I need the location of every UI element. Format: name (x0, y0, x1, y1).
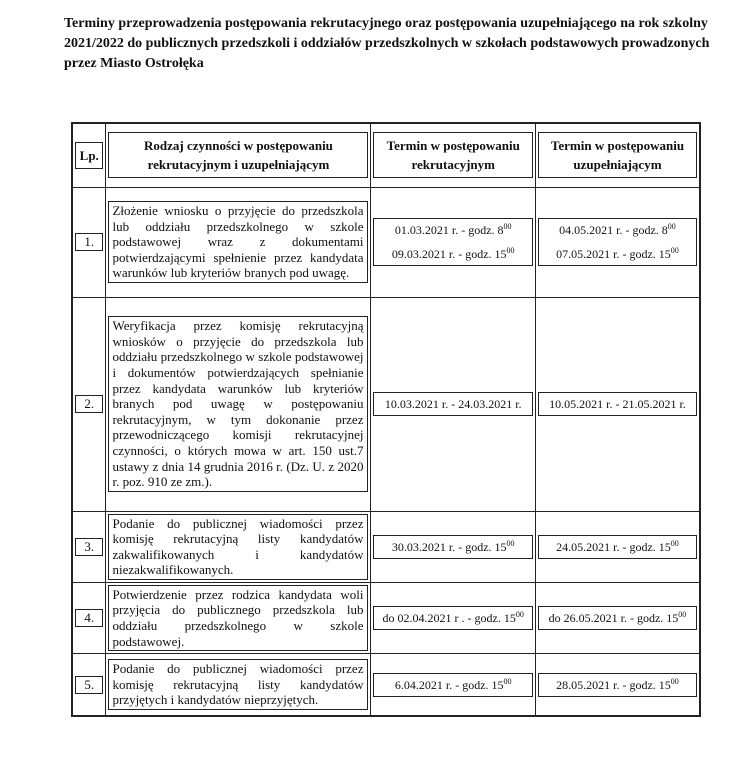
term-line (374, 393, 531, 415)
term-text: do 26.05.2021 r. - godz. 15 (548, 611, 679, 626)
header-activity (106, 123, 371, 187)
term-line (539, 607, 696, 629)
document-title: Terminy przeprowadzenia postępowania rekrutacyjnego oraz postępowania uzupełniającego na rok szkolny 2021/2022 do publicznych przedszkoli i oddziałów przedszkolnych w szkołach podstawowych prowadzonych przez Miasto Ostrołęka (64, 16, 710, 71)
recruitment-term (373, 218, 532, 266)
table-row (72, 297, 700, 511)
table-header-row (72, 123, 700, 187)
supplementary-term-cell (535, 297, 700, 511)
term-line (539, 674, 696, 696)
term-text: 09.03.2021 r. - godz. 15 (391, 247, 507, 261)
table-row (72, 582, 700, 653)
recruitment-term-cell (371, 187, 535, 297)
header-lp-label: Lp. (75, 142, 103, 169)
term-minutes: 00 (678, 610, 687, 620)
row-number: 5. (75, 676, 103, 694)
recruitment-term (373, 535, 532, 559)
term-line (374, 674, 531, 696)
activity-cell (106, 654, 371, 716)
supplementary-term (538, 218, 697, 266)
term-minutes: 00 (503, 676, 512, 686)
activity-text: Złożenie wniosku o przyjęcie do przedszkola lub oddziału przedszkolnego w szkole podstawowej wraz z dokumentami potwierdzającymi spełnienie przez kandydata warunków lub kryteriów branych pod uwagę. (108, 201, 368, 283)
recruitment-term (373, 606, 532, 630)
term-text: do 02.04.2021 r . - godz. 15 (382, 611, 516, 626)
term-minutes: 00 (515, 610, 524, 620)
activity-cell (106, 511, 371, 582)
table-row (72, 654, 700, 716)
term-text: 30.03.2021 r. - godz. 15 (391, 539, 507, 554)
supplementary-term-cell (535, 187, 700, 297)
supplementary-term (538, 606, 697, 630)
schedule-table (71, 122, 701, 717)
term-text: 6.04.2021 r. - godz. 15 (394, 677, 504, 692)
table-row (72, 511, 700, 582)
supplementary-term (538, 392, 697, 416)
row-number: 2. (75, 395, 103, 413)
term-line (539, 219, 696, 241)
term-minutes: 00 (503, 222, 512, 231)
term-line (539, 243, 696, 265)
term-line (374, 536, 531, 558)
row-number-cell (72, 511, 106, 582)
recruitment-term-cell (371, 297, 535, 511)
row-number: 4. (75, 609, 103, 627)
header-activity-label: Rodzaj czynności w postępowaniu rekrutacyjnym i uzupełniającym (108, 132, 368, 178)
header-recruitment-term (371, 123, 535, 187)
activity-text: Weryfikacja przez komisję rekrutacyjną wniosków o przyjęcie do przedszkola lub oddziału przedszkolnego w szkole podstawowej i dokumentów potwierdzających spełnianie przez kandydata warunków lub kryteriów branych pod uwagę w postępowaniu rekrutacyjnym, w tym dokonanie przez przewodniczącego komisji rekrutacyjnej czynności, o których mowa w art. 150 ust.7 ustawy z dnia 14 grudnia 2016 r. (Dz. U. z 2020 r. poz. 910 ze zm.). (108, 316, 368, 492)
header-recruitment-label: Termin w postępowaniu rekrutacyjnym (373, 132, 532, 178)
recruitment-term-cell (371, 654, 535, 716)
row-number: 1. (75, 233, 103, 251)
row-number-cell (72, 582, 106, 653)
activity-cell (106, 187, 371, 297)
term-line (374, 243, 531, 265)
activity-text: Podanie do publicznej wiadomości przez komisję rekrutacyjną listy kandydatów przyjętych i kandydatów nieprzyjętych. (108, 659, 368, 710)
header-supplementary-term (535, 123, 700, 187)
term-minutes: 00 (670, 246, 679, 255)
term-minutes: 00 (667, 222, 676, 231)
term-minutes: 00 (670, 676, 679, 686)
term-text: 10.05.2021 r. - 21.05.2021 r. (549, 397, 686, 411)
table-body (72, 187, 700, 716)
supplementary-term (538, 673, 697, 697)
supplementary-term-cell (535, 654, 700, 716)
row-number-cell (72, 654, 106, 716)
term-text: 01.03.2021 r. - godz. 8 (394, 223, 504, 237)
row-number-cell (72, 297, 106, 511)
header-lp (72, 123, 106, 187)
term-line (539, 536, 696, 558)
term-text: 07.05.2021 r. - godz. 15 (556, 247, 671, 261)
recruitment-term-cell (371, 511, 535, 582)
term-minutes: 00 (506, 538, 515, 548)
activity-text: Podanie do publicznej wiadomości przez komisję rekrutacyjną listy kandydatów zakwalifikowanych i kandydatów niezakwalifikowanych. (108, 514, 368, 580)
row-number: 3. (75, 538, 103, 556)
term-minutes: 00 (506, 246, 515, 255)
term-minutes: 00 (670, 538, 679, 548)
activity-cell (106, 582, 371, 653)
supplementary-term-cell (535, 582, 700, 653)
term-text: 10.03.2021 r. - 24.03.2021 r. (384, 397, 522, 411)
term-text: 24.05.2021 r. - godz. 15 (556, 539, 671, 554)
term-text: 28.05.2021 r. - godz. 15 (556, 677, 671, 692)
recruitment-term (373, 673, 532, 697)
supplementary-term-cell (535, 511, 700, 582)
header-supplementary-label: Termin w postępowaniu uzupełniającym (538, 132, 697, 178)
recruitment-term-cell (371, 582, 535, 653)
supplementary-term (538, 535, 697, 559)
row-number-cell (72, 187, 106, 297)
term-text: 04.05.2021 r. - godz. 8 (559, 223, 668, 237)
table-row (72, 187, 700, 297)
term-line (539, 393, 696, 415)
term-line (374, 219, 531, 241)
activity-cell (106, 297, 371, 511)
activity-text: Potwierdzenie przez rodzica kandydata woli przyjęcia do publicznego przedszkola lub oddziału przedszkolnego w szkole podstawowej. (108, 585, 368, 651)
recruitment-term (373, 392, 532, 416)
term-line (374, 607, 531, 629)
